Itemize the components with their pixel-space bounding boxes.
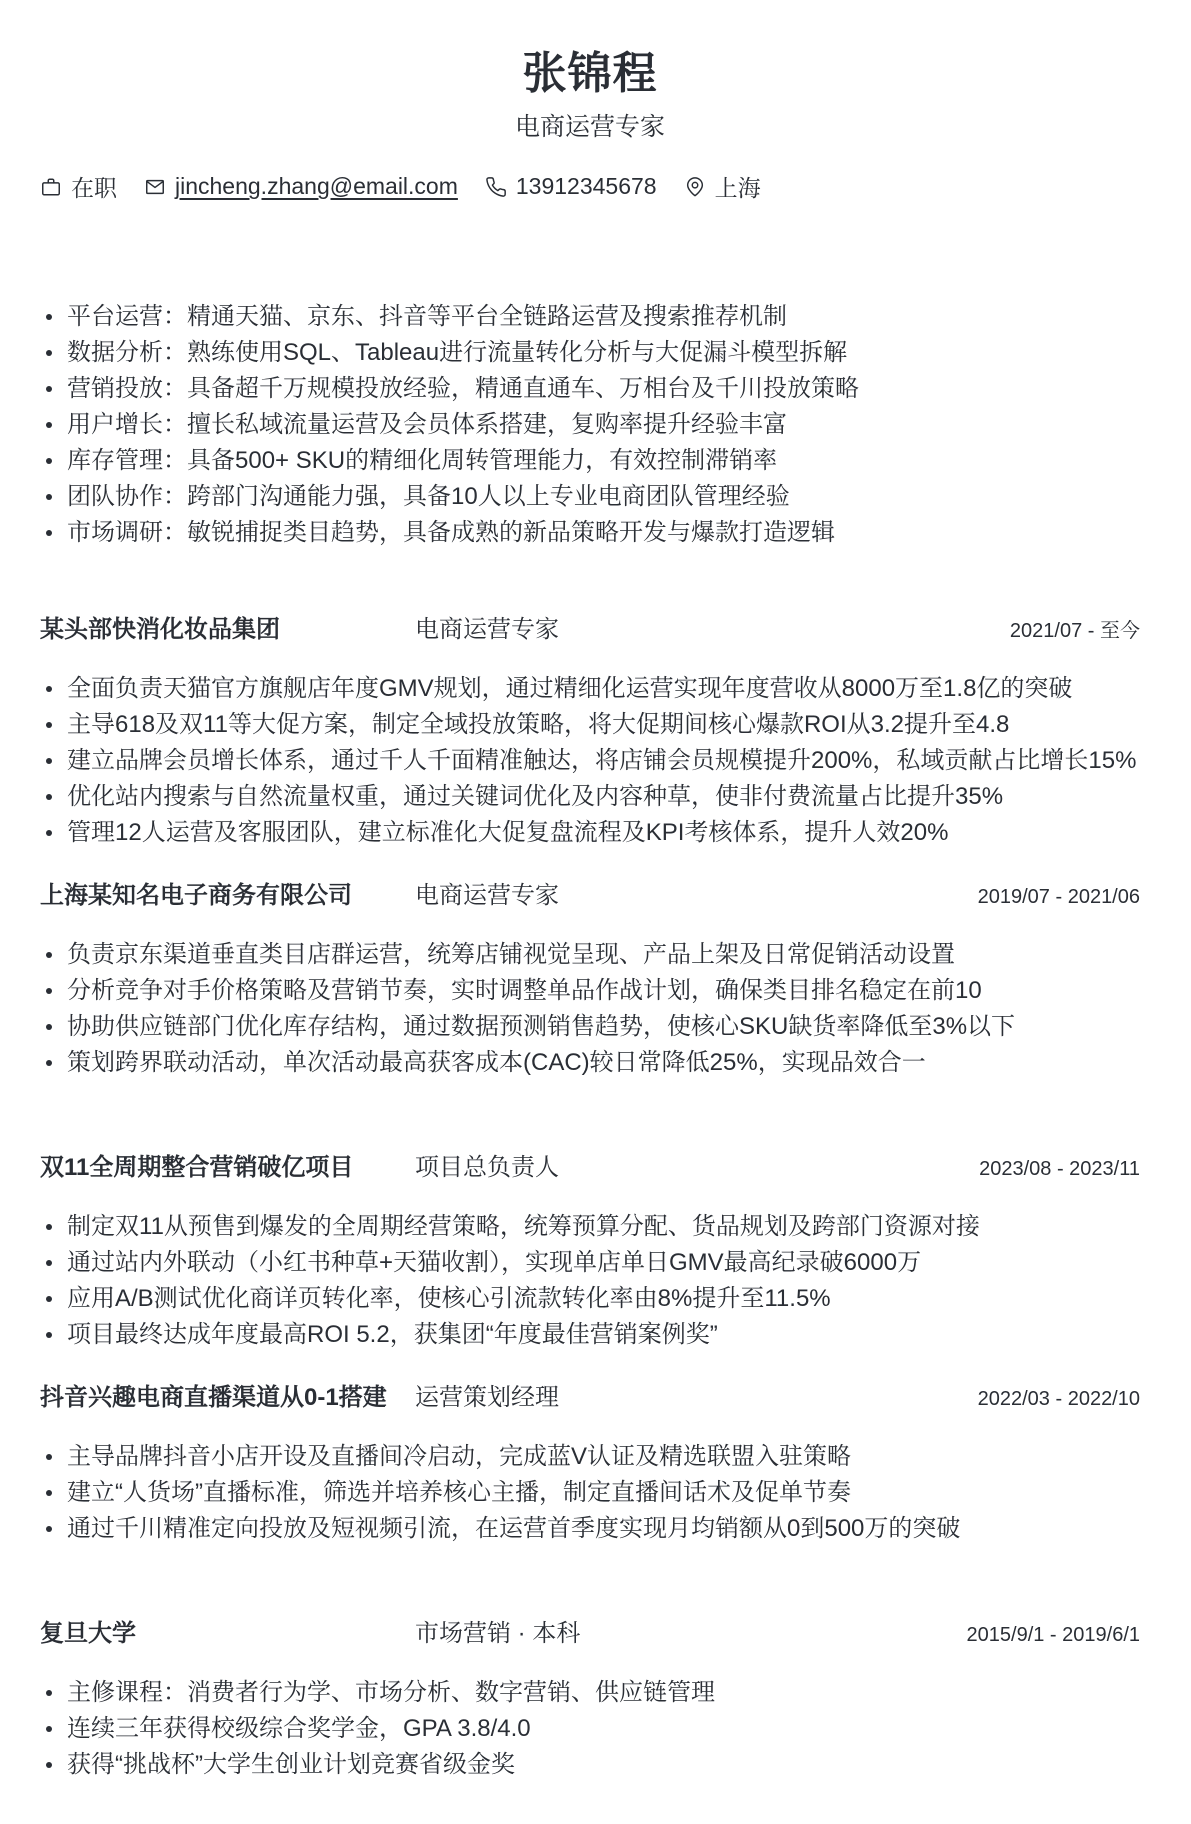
project-entry — [40, 1381, 1140, 1545]
projects-section — [40, 1151, 1140, 1545]
bullet-text: 负责京东渠道垂直类目店群运营，统筹店铺视觉呈现、产品上架及日常促销活动设置 — [67, 941, 955, 968]
skill-text: 数据分析：熟练使用SQL、Tableau进行流量转化分析与大促漏斗模型拆解 — [67, 339, 848, 366]
bullet-dot — [46, 1454, 52, 1460]
experience-bullet — [40, 672, 1140, 705]
entry-heading — [40, 613, 1140, 648]
employment-status — [40, 170, 117, 203]
education-bullet — [40, 1748, 1140, 1781]
bullet-text: 主修课程：消费者行为学、市场分析、数字营销、供应链管理 — [67, 1679, 715, 1706]
briefcase-icon — [40, 176, 62, 198]
location-text: 上海 — [714, 175, 761, 201]
experience-bullet — [40, 816, 1140, 849]
project-bullet — [40, 1210, 1140, 1243]
company-name: 上海某知名电子商务有限公司 — [40, 882, 352, 909]
bullet-dot — [46, 1690, 52, 1696]
skill-text: 用户增长：擅长私域流量运营及会员体系搭建，复购率提升经验丰富 — [67, 411, 787, 438]
phone-number — [485, 173, 657, 200]
bullet-text: 协助供应链部门优化库存结构，通过数据预测销售趋势，使核心SKU缺货率降低至3%以下 — [67, 1013, 1016, 1040]
entry-heading — [40, 879, 1140, 914]
bullet-dot — [46, 458, 52, 464]
mail-icon — [144, 176, 166, 198]
bullet-dot — [46, 1762, 52, 1768]
skills-section — [40, 299, 1140, 551]
bullet-text: 优化站内搜索与自然流量权重，通过关键词优化及内容种草，使非付费流量占比提升35% — [67, 783, 1004, 810]
skill-item — [40, 299, 1140, 335]
skill-text: 市场调研：敏锐捕捉类目趋势，具备成熟的新品策略开发与爆款打造逻辑 — [67, 519, 835, 546]
experience-bullet — [40, 780, 1140, 813]
project-name: 抖音兴趣电商直播渠道从0-1搭建 — [40, 1384, 387, 1411]
experience-bullets — [40, 672, 1140, 849]
experience-bullet — [40, 744, 1140, 777]
candidate-name: 张锦程 — [522, 49, 658, 98]
skill-item — [40, 515, 1140, 551]
project-bullet — [40, 1512, 1140, 1545]
project-role: 运营策划经理 — [415, 1384, 559, 1411]
project-bullets — [40, 1210, 1140, 1351]
skill-item — [40, 443, 1140, 479]
bullet-text: 主导品牌抖音小店开设及直播间冷启动，完成蓝V认证及精选联盟入驻策略 — [67, 1443, 852, 1470]
bullet-text: 通过站内外联动（小红书种草+天猫收割），实现单店单日GMV最高纪录破6000万 — [67, 1249, 922, 1276]
experience-bullet — [40, 1046, 1140, 1079]
education-period: 2015/9/1 - 2019/6/1 — [966, 1624, 1140, 1646]
bullet-dot — [46, 1726, 52, 1732]
project-bullet — [40, 1282, 1140, 1315]
skill-text: 营销投放：具备超千万规模投放经验，精通直通车、万相台及千川投放策略 — [67, 375, 859, 402]
bullet-text: 主导618及双11等大促方案，制定全域投放策略，将大促期间核心爆款ROI从3.2提升至4.8 — [67, 711, 1010, 738]
bullet-text: 制定双11从预售到爆发的全周期经营策略，统筹预算分配、货品规划及跨部门资源对接 — [67, 1213, 980, 1240]
experience-bullet — [40, 938, 1140, 971]
bullet-text: 策划跨界联动活动，单次活动最高获客成本(CAC)较日常降低25%，实现品效合一 — [67, 1049, 926, 1076]
project-bullet — [40, 1318, 1140, 1351]
major-degree: 市场营销 · 本科 — [415, 1620, 581, 1647]
bullet-dot — [46, 758, 52, 764]
bullet-dot — [46, 386, 52, 392]
bullet-dot — [46, 494, 52, 500]
bullet-dot — [46, 1224, 52, 1230]
resume-header — [40, 44, 1140, 203]
company-name: 某头部快消化妆品集团 — [40, 616, 280, 643]
experience-bullet — [40, 708, 1140, 741]
location — [684, 170, 761, 203]
bullet-text: 建立品牌会员增长体系，通过千人千面精准触达，将店铺会员规模提升200%，私域贡献占比增长15% — [67, 747, 1137, 774]
bullet-dot — [46, 1490, 52, 1496]
experience-entry — [40, 879, 1140, 1079]
school-name: 复旦大学 — [40, 1620, 136, 1647]
bullet-text: 全面负责天猫官方旗舰店年度GMV规划，通过精细化运营实现年度营收从8000万至1.8亿的突破 — [67, 675, 1073, 702]
experience-bullet — [40, 974, 1140, 1007]
bullet-dot — [46, 530, 52, 536]
project-bullet — [40, 1246, 1140, 1279]
entry-heading — [40, 1381, 1140, 1416]
bullet-text: 连续三年获得校级综合奖学金，GPA 3.8/4.0 — [67, 1715, 531, 1742]
bullet-text: 通过千川精准定向投放及短视频引流，在运营首季度实现月均销额从0到500万的突破 — [67, 1515, 961, 1542]
phone-icon — [485, 176, 507, 198]
bullet-dot — [46, 1332, 52, 1338]
bullet-dot — [46, 1296, 52, 1302]
project-name: 双11全周期整合营销破亿项目 — [40, 1154, 354, 1181]
job-period: 2021/07 - 至今 — [1009, 620, 1140, 642]
project-period: 2022/03 - 2022/10 — [977, 1388, 1140, 1410]
skills-list — [40, 299, 1140, 551]
education-entry — [40, 1617, 1140, 1781]
bullet-text: 建立“人货场”直播标准，筛选并培养核心主播，制定直播间话术及促单节奏 — [67, 1479, 851, 1506]
bullet-text: 获得“挑战杯”大学生创业计划竞赛省级金奖 — [67, 1751, 515, 1778]
bullet-text: 应用A/B测试优化商详页转化率，使核心引流款转化率由8%提升至11.5% — [67, 1285, 831, 1312]
experience-entry — [40, 613, 1140, 849]
education-bullet — [40, 1676, 1140, 1709]
entry-heading — [40, 1617, 1140, 1652]
candidate-title: 电商运营专家 — [514, 113, 665, 141]
employment-status-label: 在职 — [71, 175, 117, 201]
project-bullet — [40, 1440, 1140, 1473]
experience-section — [40, 613, 1140, 1079]
bullet-dot — [46, 314, 52, 320]
bullet-dot — [46, 722, 52, 728]
entry-heading — [40, 1151, 1140, 1186]
experience-bullet — [40, 1010, 1140, 1043]
project-period: 2023/08 - 2023/11 — [979, 1158, 1140, 1180]
skill-text: 团队协作：跨部门沟通能力强，具备10人以上专业电商团队管理经验 — [67, 483, 790, 510]
skill-item — [40, 335, 1140, 371]
bullet-dot — [46, 1024, 52, 1030]
project-bullet — [40, 1476, 1140, 1509]
skill-text: 平台运营：精通天猫、京东、抖音等平台全链路运营及搜索推荐机制 — [67, 303, 787, 330]
education-section — [40, 1617, 1140, 1781]
job-role: 电商运营专家 — [415, 882, 559, 909]
phone-text: 13912345678 — [515, 173, 657, 199]
skill-item — [40, 371, 1140, 407]
bullet-dot — [46, 1526, 52, 1532]
email-link[interactable] — [144, 173, 458, 200]
contact-row — [40, 170, 1140, 203]
location-icon — [684, 176, 706, 198]
bullet-text: 项目最终达成年度最高ROI 5.2，获集团“年度最佳营销案例奖” — [67, 1321, 718, 1348]
project-entry — [40, 1151, 1140, 1351]
project-bullets — [40, 1440, 1140, 1545]
bullet-dot — [46, 988, 52, 994]
bullet-dot — [46, 1260, 52, 1266]
education-bullets — [40, 1676, 1140, 1781]
bullet-text: 分析竞争对手价格策略及营销节奏，实时调整单品作战计划，确保类目排名稳定在前10 — [67, 977, 982, 1004]
skill-item — [40, 479, 1140, 515]
job-period: 2019/07 - 2021/06 — [977, 886, 1140, 908]
bullet-dot — [46, 952, 52, 958]
skill-item — [40, 407, 1140, 443]
experience-bullets — [40, 938, 1140, 1079]
bullet-dot — [46, 422, 52, 428]
job-role: 电商运营专家 — [415, 616, 559, 643]
education-bullet — [40, 1712, 1140, 1745]
project-role: 项目总负责人 — [415, 1154, 559, 1181]
email-text: jincheng.zhang@email.com — [175, 173, 458, 199]
bullet-dot — [46, 830, 52, 836]
skill-text: 库存管理：具备500+ SKU的精细化周转管理能力，有效控制滞销率 — [67, 447, 778, 474]
bullet-dot — [46, 350, 52, 356]
bullet-dot — [46, 686, 52, 692]
bullet-dot — [46, 1060, 52, 1066]
bullet-text: 管理12人运营及客服团队，建立标准化大促复盘流程及KPI考核体系，提升人效20% — [67, 819, 949, 846]
bullet-dot — [46, 794, 52, 800]
